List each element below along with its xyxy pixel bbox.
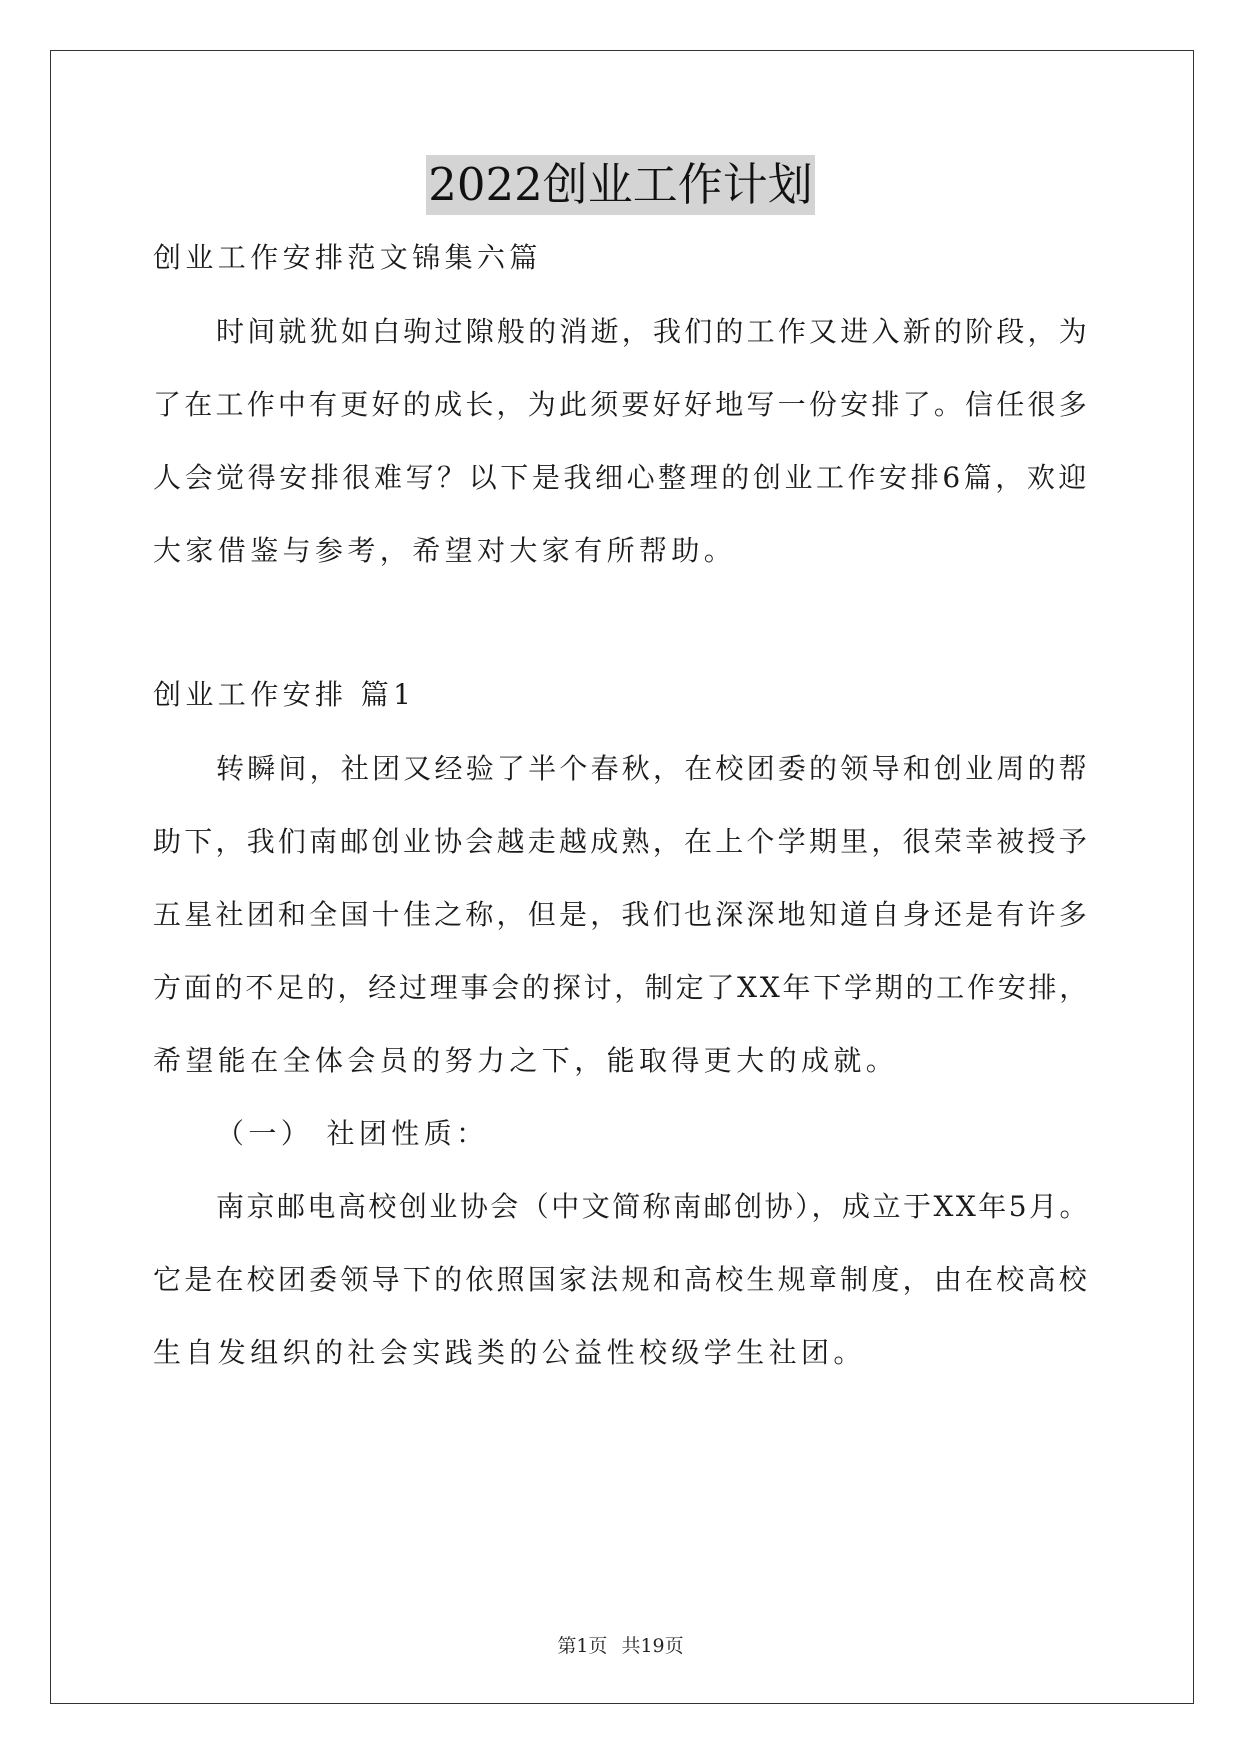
intro-line-4: 大家借鉴与参考，希望对大家有所帮助。 (153, 534, 737, 567)
section2-line-2: 它是在校团委领导下的依照国家法规和高校生规章制度，由在校高校 (153, 1263, 1090, 1296)
intro-line-2: 了在工作中有更好的成长，为此须要好好地写一份安排了。信任很多 (153, 388, 1090, 421)
intro-line-3: 人会觉得安排很难写？以下是我细心整理的创业工作安排6篇，欢迎 (153, 461, 1090, 494)
section1-line-1: 转瞬间，社团又经验了半个春秋，在校团委的领导和创业周的帮 (216, 752, 1090, 785)
page-number: 第1页 (557, 1635, 608, 1657)
page-total: 共19页 (621, 1635, 684, 1657)
section2-line-3: 生自发组织的社会实践类的公益性校级学生社团。 (153, 1336, 866, 1369)
intro-line-1: 时间就犹如白驹过隙般的消逝，我们的工作又进入新的阶段，为 (216, 315, 1090, 348)
page-border (50, 50, 1194, 1704)
section2-line-1: 南京邮电高校创业协会（中文简称南邮创协），成立于XX年5月。 (216, 1190, 1090, 1223)
subheading-1: （一） 社团性质： (216, 1117, 489, 1150)
section1-line-2: 助下，我们南邮创业协会越走越成熟，在上个学期里，很荣幸被授予 (153, 825, 1090, 858)
document-title: 2022创业工作计划 (426, 155, 815, 215)
section1-line-3: 五星社团和全国十佳之称，但是，我们也深深地知道自身还是有许多 (153, 898, 1090, 931)
page-footer (0, 1633, 1241, 1659)
section1-line-5: 希望能在全体会员的努力之下，能取得更大的成就。 (153, 1044, 899, 1077)
title-container (0, 155, 1241, 215)
section1-line-4: 方面的不足的，经过理事会的探讨，制定了XX年下学期的工作安排， (153, 971, 1090, 1004)
document-subtitle: 创业工作安排范文锦集六篇 (153, 241, 542, 274)
section1-heading: 创业工作安排 篇1 (153, 678, 416, 711)
